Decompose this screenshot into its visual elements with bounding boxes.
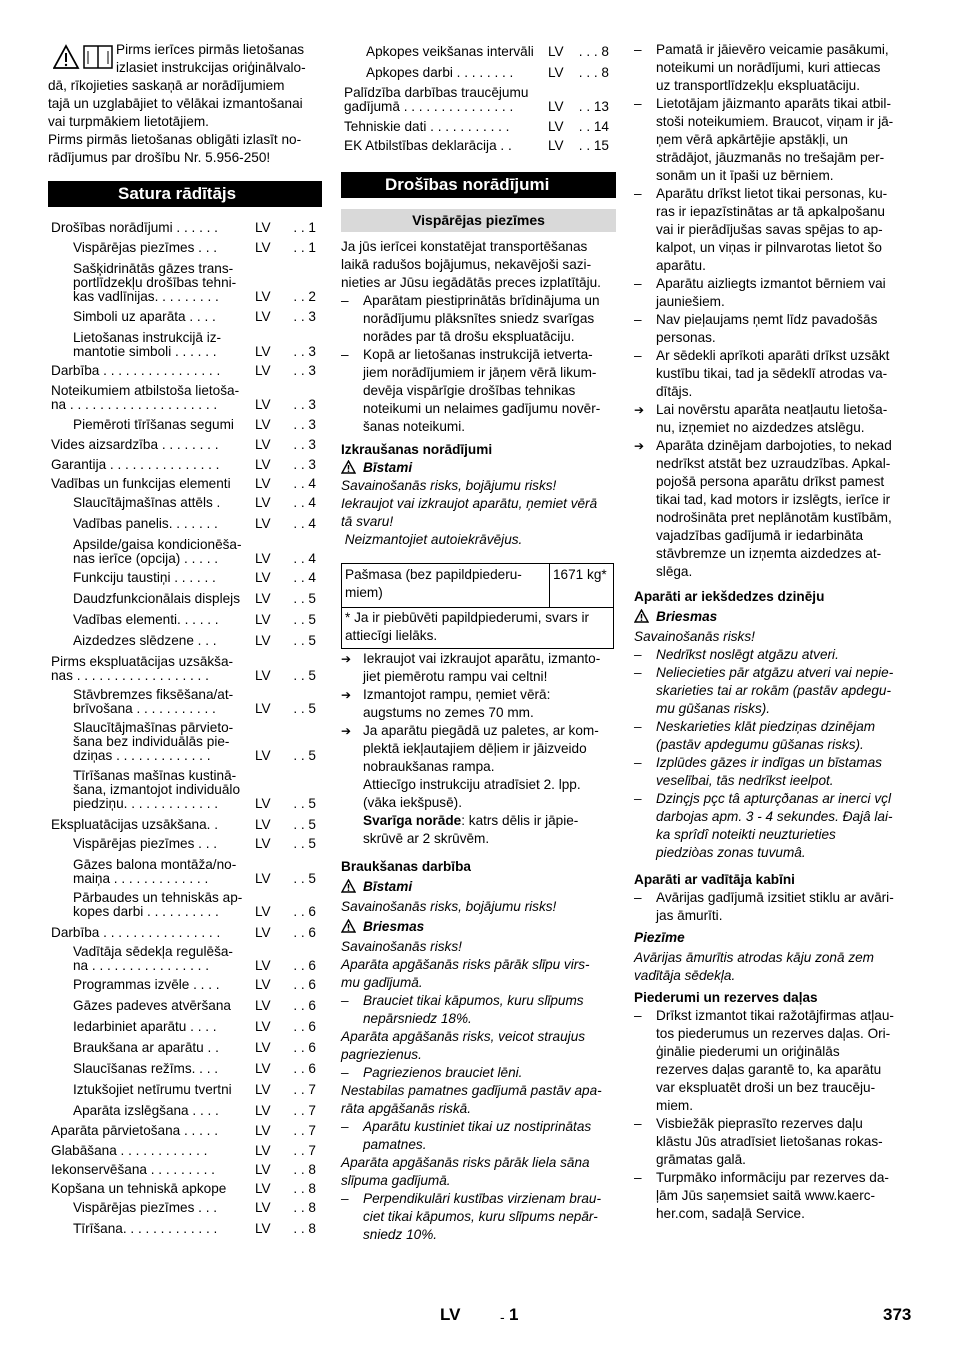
toc-entry[interactable] <box>48 688 322 722</box>
toc-entry-lang: LV <box>255 796 271 811</box>
toc-entry-page: . . 3 <box>293 417 316 432</box>
risk-text: Aparāta apgāšanās risks pārāk liela sāna slīpuma gadījumā. <box>341 1155 590 1188</box>
footer-total-page: 373 <box>883 1305 912 1324</box>
toc-entry[interactable] <box>48 978 322 998</box>
toc-entry[interactable] <box>48 1182 322 1202</box>
list-item: – Kopā ar lietošanas instrukcijā ietverta- jiem norādījumiem ir jāņem vērā likum- devēja vispārīgie drošības tehnikas noteikumi un nelaimes gadījumu novēr- šanas noteikumi. <box>341 346 616 436</box>
toc-entry-lang: LV <box>255 998 271 1013</box>
footer-page-number: 1 <box>509 1305 519 1324</box>
toc-entry-title: Lietošanas instrukcijā iz- mantotie simboli . . . . . . <box>73 331 222 359</box>
paragraph: Attiecīgo instrukciju atradīsiet 2. lpp. (vāka iekšpusē). <box>363 777 581 810</box>
toc-entry-lang: LV <box>255 397 271 412</box>
toc-entry-page: . . 5 <box>293 701 316 716</box>
toc-entry-lang: LV <box>255 904 271 919</box>
toc-entry-title: Vispārējas piezīmes . . . <box>73 241 218 255</box>
toc-entry[interactable] <box>48 1083 322 1103</box>
toc-entry[interactable] <box>341 139 615 159</box>
toc-entry-title: Vadības elementi. . . . . . <box>73 613 219 627</box>
warning-icon <box>341 460 356 474</box>
driving-section <box>341 858 616 1244</box>
toc-entry-title: Gāzes balona montāža/no- maiņa . . . . . . . . . . . . . <box>73 858 237 886</box>
toc-entry-title: Aizdedzes slēdzene . . . <box>73 634 217 648</box>
toc-entry[interactable] <box>48 331 322 365</box>
toc-entry[interactable] <box>341 86 615 120</box>
toc-entry-title: Noteikumiem atbilstoša lietoša- na . . . . . . . . . . . . . . . . . . . . <box>51 384 240 412</box>
toc-entry-title: Glabāšana . . . . . . . . . . . . <box>51 1144 208 1158</box>
paragraph: Ja jūs ierīcei konstatējat transportēšanas laikā radušos bojājumus, nekavējoši sazi- nieties ar Jūsu iegādātās preces izplatītāju. <box>341 239 601 290</box>
toc-entry-title: Programmas izvēle . . . . <box>73 978 220 992</box>
toc-entry-title: Iztukšojiet netīrumu tvertni <box>73 1083 232 1097</box>
toc-entry-page: . . 6 <box>293 904 316 919</box>
toc-entry-lang: LV <box>255 591 271 606</box>
toc-entry-page: . . 3 <box>293 363 316 378</box>
warning-label: Bīstami <box>341 878 616 896</box>
toc-entry-lang: LV <box>255 220 271 235</box>
toc-entry-page: . . 5 <box>293 836 316 851</box>
risk-text: Iekraujot vai izkraujot aparātu, ņemiet vērā tā svaru! <box>341 496 598 529</box>
toc-entry-title: Pārbaudes un tehniskās ap- kopes darbi . . . . . . . . . . <box>73 891 243 919</box>
list-item: – Avārijas gadījumā izsitiet stiklu ar avāri- jas āmurīti. <box>634 889 906 925</box>
toc-entry[interactable] <box>48 1104 322 1124</box>
section-title: Drošības norādījumi <box>341 172 616 198</box>
list-item: ➔ Aparāta dzinējam darbojoties, to nekad nedrīkst atstāt bez uzraudzības. Apkal- pojošā persona aparātu drīkst pamest tikai tad, kad motors ir izslēgts, ierīce ir nodrošināta pret neplānotām kustībām, vajadzības gadījumā ir iedarbināta stāvbremze un izņemta aizdedzes at- slēga. <box>634 437 906 581</box>
toc-entry[interactable] <box>48 1144 322 1164</box>
engine-section <box>634 588 906 862</box>
toc-entry[interactable] <box>48 384 322 418</box>
toc-entry-page: . . 4 <box>293 551 316 566</box>
unloading-section <box>341 441 616 549</box>
list-item: – Nav pieļaujams ņemt līdz pavadošās personas. <box>634 311 906 347</box>
toc-entry[interactable] <box>48 858 322 892</box>
toc-entry[interactable] <box>48 1222 322 1242</box>
heading: Izkraušanas norādījumi <box>341 442 493 457</box>
toc-entry-lang: LV <box>255 1040 271 1055</box>
list-item: – Dzinçjs pçc tâ apturçðanas ar inerci vçl darbojas apm. 3 - 4 sekundes. Ðajâ lai- ka sprîdî noteikti neuzturieties piedziòas zonas tuvumâ. <box>634 790 906 862</box>
toc-entry-page: . . 6 <box>293 998 316 1013</box>
toc-entry-page: . . 5 <box>293 748 316 763</box>
toc-entry[interactable] <box>48 262 322 310</box>
toc-entry-lang: LV <box>255 1061 271 1076</box>
list-item: – Ar sēdekli aprīkoti aparāti drīkst uzsākt kustību tikai, tad ja sēdeklī atrodas va- dītājs. <box>634 347 906 401</box>
list-item: – Visbiežāk pieprasīto rezerves daļu klāstu Jūs atradīsiet lietošanas rokas- grāmatas galā. <box>634 1115 906 1169</box>
toc-entry-lang: LV <box>255 871 271 886</box>
toc-entry-page: . . 3 <box>293 457 316 472</box>
toc-entry[interactable] <box>48 818 322 838</box>
list-item: – Lietotājam jāizmanto aparāts tikai atbil- stoši noteikumiem. Braucot, viņam ir jā- ņem vērā apkārtējie apstākļi, un strādājot, jāuzmanās no trešajām per- sonām un it īpaši uz bērniem. <box>634 95 906 185</box>
toc-entry-page: . . 6 <box>293 958 316 973</box>
risk-text: Savainošanās risks! <box>341 939 462 954</box>
toc-entry-title: Garantija . . . . . . . . . . . . . . . <box>51 458 220 472</box>
weight-table <box>341 563 614 649</box>
toc-entry-page: . . 6 <box>293 925 316 940</box>
note-text: Avārijas āmurītis atrodas kāju zonā zem vadītāja sēdekļa. <box>634 950 875 983</box>
toc-entry-page: . . 4 <box>293 570 316 585</box>
toc-entry-title: Gāzes padeves atvēršana <box>73 999 231 1013</box>
important-note: Svarīga norāde: katrs dēlis ir jāpie- skrūvē ar 2 skrūvēm. <box>363 813 579 846</box>
toc-entry-page: . . 5 <box>293 796 316 811</box>
toc-entry[interactable] <box>48 634 322 654</box>
toc-entry-page: . . 7 <box>293 1082 316 1097</box>
toc-entry-page: . . 1 <box>293 240 316 255</box>
heading: Aparāti ar vadītāja kabīni <box>634 872 795 887</box>
toc-entry-page: . . 2 <box>293 289 316 304</box>
toc-entry[interactable] <box>48 655 322 689</box>
toc-entry-title: Slaucīšanas režīms. . . . <box>73 1062 219 1076</box>
toc-entry-page: . . . 8 <box>578 65 609 80</box>
toc-entry-lang: LV <box>255 344 271 359</box>
toc-entry-title: Simboli uz aparāta . . . . <box>73 310 216 324</box>
heading: Piederumi un rezerves daļas <box>634 990 818 1005</box>
toc-entry-lang: LV <box>255 612 271 627</box>
table-cell-label: Pašmasa (bez papildpiederu- miem) <box>345 567 522 600</box>
list-item: – Nedrīkst noslēgt atgāzu atveri. <box>634 646 906 664</box>
toc-entry-lang: LV <box>255 668 271 683</box>
toc-entry-page: . . 15 <box>578 138 609 153</box>
toc-entry-lang: LV <box>548 119 564 134</box>
cab-section <box>634 871 906 985</box>
toc-entry-page: . . 5 <box>293 612 316 627</box>
toc-entry[interactable] <box>341 66 615 86</box>
list-item: ➔ Iekraujot vai izkraujot aparātu, izmanto- jiet piemērotu rampu vai celtni! <box>341 650 616 686</box>
toc-entry-page: . . 14 <box>578 119 609 134</box>
toc-entry-lang: LV <box>255 701 271 716</box>
toc-entry-page: . . 4 <box>293 476 316 491</box>
toc-entry[interactable] <box>48 364 322 384</box>
risk-text: Savainošanās risks, bojājumu risks! <box>341 899 557 914</box>
toc-entry[interactable] <box>48 1201 322 1221</box>
toc-entry[interactable] <box>48 592 322 612</box>
toc-entry[interactable] <box>48 1163 322 1183</box>
toc-entry-title: Darbība . . . . . . . . . . . . . . . . <box>51 926 221 940</box>
list-item: – Neliecieties pār atgāzu atveri vai nepie- skarieties tai ar rokām (pastāv apdegu- mu gūšanas risks). <box>634 664 906 718</box>
toc-entry-page: . . 5 <box>293 633 316 648</box>
toc-entry-lang: LV <box>255 977 271 992</box>
list-item: – Brauciet tikai kāpumos, kuru slīpums nepārsniedz 18%. <box>341 992 616 1028</box>
toc-entry-title: Vadības un funkcijas elementi <box>51 477 231 491</box>
intro-line: rādījumus par drošību Nr. 5.956-250! <box>48 150 271 165</box>
toc-entry-page: . . 5 <box>293 591 316 606</box>
toc-entry-lang: LV <box>255 476 271 491</box>
toc-entry-title: Vides aizsardzība . . . . . . . . <box>51 438 219 452</box>
toc-entry-lang: LV <box>255 1200 271 1215</box>
toc-entry[interactable] <box>48 721 322 769</box>
toc-entry-title: Aparāta izslēgšana . . . . <box>73 1104 219 1118</box>
toc-entry[interactable] <box>48 1124 322 1144</box>
risk-text: Nestabilas pamatnes gadījumā pastāv apa- rāta apgāšanās riskā. <box>341 1083 602 1116</box>
list-item: – Pagriezienos brauciet lēni. <box>341 1064 616 1082</box>
table-cell-value: 1671 kg* <box>553 567 607 582</box>
subsection-title: Vispārējas piezīmes <box>341 209 616 232</box>
general-notes <box>341 238 616 436</box>
toc-entry[interactable] <box>48 769 322 817</box>
toc-entry-page: . . 13 <box>578 99 609 114</box>
risk-text: Aparāta apgāšanās risks pārāk slīpu virs- mu gadījumā. <box>341 957 590 990</box>
list-item: – Pamatā ir jāievēro veicamie pasākumi, noteikumi un norādījumi, kuri attiecas uz transportlīdzekļu ekspluatāciju. <box>634 41 906 95</box>
list-item: ➔ Izmantojot rampu, ņemiet vērā: augstums no zemes 70 mm. <box>341 686 616 722</box>
toc-entry-lang: LV <box>255 1123 271 1138</box>
toc-entry[interactable] <box>48 945 322 979</box>
toc-entry-title: Tīrīšanas mašīnas kustinā- šana, izmantojot individuālo piedziņu. . . . . . . . . . . . . <box>73 769 241 811</box>
toc-entry-page: . . . 8 <box>578 44 609 59</box>
toc-entry-title: Slaucītājmašīnas pārvieto- šana bez individuālās pie- dziņas . . . . . . . . . . . . . <box>73 721 234 763</box>
toc-entry-page: . . 3 <box>293 397 316 412</box>
toc-entry-title: Pirms ekspluatācijas uzsākša- nas . . . . . . . . . . . . . . . . . . <box>51 655 234 683</box>
toc-entry-lang: LV <box>255 551 271 566</box>
toc-entry-page: . . 8 <box>293 1221 316 1236</box>
toc-entry-page: . . 6 <box>293 1040 316 1055</box>
toc-entry-title: Aparāta pārvietošana . . . . . <box>51 1124 218 1138</box>
toc-entry-lang: LV <box>548 44 564 59</box>
risk-text: Savainošanās risks, bojājumu risks! <box>341 478 557 493</box>
toc-entry-page: . . 4 <box>293 516 316 531</box>
toc-entry-title: Vispārējas piezīmes . . . <box>73 837 218 851</box>
toc-entry-lang: LV <box>255 1082 271 1097</box>
toc-entry-lang: LV <box>255 417 271 432</box>
toc-entry-lang: LV <box>255 633 271 648</box>
intro-line: vai turpmākiem lietotājiem. <box>48 114 209 129</box>
toc-entry[interactable] <box>48 458 322 478</box>
toc-entry-page: . . 6 <box>293 1019 316 1034</box>
toc-entry-lang: LV <box>548 99 564 114</box>
toc-entry-page: . . 5 <box>293 668 316 683</box>
warning-book-icon <box>53 44 115 70</box>
intro-line: tajā un uzglabājiet to vēlākai izmantošanai <box>48 96 303 111</box>
toc-entry-title: Ekspluatācijas uzsākšana. . <box>51 818 218 832</box>
table-note: * Ja ir piebūvēti papildpiederumi, svars ir attiecīgi lielāks. <box>345 610 590 643</box>
toc-entry[interactable] <box>48 241 322 261</box>
toc-entry-lang: LV <box>548 138 564 153</box>
warning-label: Bīstami <box>341 459 616 477</box>
toc-entry-title: Vadības panelis. . . . . . . <box>73 517 218 531</box>
toc-entry[interactable] <box>48 891 322 925</box>
toc-entry-page: . . 8 <box>293 1200 316 1215</box>
toc-entry[interactable] <box>48 926 322 946</box>
toc-entry-lang: LV <box>255 1162 271 1177</box>
toc-entry-lang: LV <box>255 457 271 472</box>
list-item: – Aparātu aizliegts izmantot bērniem vai jauniešiem. <box>634 275 906 311</box>
heading: Piezīme <box>634 930 685 945</box>
risk-text: Savainošanās risks! <box>634 629 755 644</box>
warning-label: Briesmas <box>634 608 906 626</box>
list-item: – Aparātu drīkst lietot tikai personas, ku- ras ir iepazīstinātas ar tā apkalpošanu vai ir pierādījušas savas spējas to ap- kalpot, un viņas ir pilnvarotas lietot šo aparātu. <box>634 185 906 275</box>
list-item: – Perpendikulāri kustības virzienam brau- ciet tikai kāpumos, kuru slīpums nepār- sniedz 10%. <box>341 1190 616 1244</box>
toc-entry[interactable] <box>48 999 322 1019</box>
heading: Braukšanas darbība <box>341 859 471 874</box>
toc-entry-title: Vadītāja sēdekļa regulēša- na . . . . . . . . . . . . . . . . <box>73 945 233 973</box>
toc-entry-lang: LV <box>548 65 564 80</box>
toc-title: Satura rādītājs <box>48 181 322 207</box>
list-item: – Turpmāko informāciju par rezerves da- ļām Jūs saņemsiet saitā www.kaerc- her.com, sadaļā Service. <box>634 1169 906 1223</box>
risk-text: Neizmantojiet autoiekrāvējus. <box>341 532 523 547</box>
toc-entry[interactable] <box>341 120 615 140</box>
warning-label: Briesmas <box>341 918 616 936</box>
toc-entry[interactable] <box>48 477 322 497</box>
toc-entry-title: Funkciju taustiņi . . . . . . <box>73 571 216 585</box>
unloading-instructions <box>341 650 616 848</box>
toc-entry-lang: LV <box>255 437 271 452</box>
warning-icon <box>341 919 356 933</box>
toc-entry-page: . . 6 <box>293 1061 316 1076</box>
toc-entry-title: Apkopes veikšanas intervāli <box>366 45 534 59</box>
risk-text: Aparāta apgāšanās risks, veicot straujus pagriezienus. <box>341 1029 586 1062</box>
toc-entry-page: . . 3 <box>293 344 316 359</box>
toc-entry[interactable] <box>48 571 322 591</box>
toc-entry-page: . . 4 <box>293 495 316 510</box>
toc-entry-page: . . 8 <box>293 1162 316 1177</box>
toc-entry-lang: LV <box>255 748 271 763</box>
toc-entry-title: Darbība . . . . . . . . . . . . . . . . <box>51 364 221 378</box>
toc-entry-page: . . 1 <box>293 220 316 235</box>
intro-line: dā, rīkojieties saskaņā ar norādījumiem <box>48 78 285 93</box>
toc-entry-page: . . 7 <box>293 1123 316 1138</box>
toc-entry[interactable] <box>48 1062 322 1082</box>
toc-entry-title: Tīrīšana. . . . . . . . . . . . . <box>73 1222 218 1236</box>
list-item: – Drīkst izmantot tikai ražotājfirmas atļau- tos piederumus un rezerves daļas. Ori- ģinālie piederumi un oriģinālās rezerves daļas garantē to, ka aparātu var ekspluatēt droši un bez traucēju- miem. <box>634 1007 906 1115</box>
toc-entry-title: Sašķidrinātās gāzes trans- portlīdzekļu drošības tehni- kas vadlīnijas. . . . . . . . . <box>73 262 237 304</box>
intro-line: izlasiet instrukcijas oriģinālvalo- <box>116 60 306 75</box>
toc-entry-lang: LV <box>255 925 271 940</box>
toc-entry-page: . . 3 <box>293 309 316 324</box>
toc-entry-title: Daudzfunkcionālais displejs <box>73 592 240 606</box>
toc-entry[interactable] <box>48 221 322 241</box>
toc-entry-lang: LV <box>255 1103 271 1118</box>
heading: Aparāti ar iekšdedzes dzinēju <box>634 589 825 604</box>
toc-entry-lang: LV <box>255 516 271 531</box>
toc-entry-lang: LV <box>255 1143 271 1158</box>
toc-entry[interactable] <box>48 613 322 633</box>
toc-entry-lang: LV <box>255 495 271 510</box>
toc-entry[interactable] <box>48 1020 322 1040</box>
toc-entry-title: Apsilde/gaisa kondicionēša- nas ierīce (opcija) . . . . . <box>73 538 242 566</box>
warning-icon <box>341 879 356 893</box>
toc-entry-lang: LV <box>255 958 271 973</box>
list-item: ➔ Ja aparātu piegādā uz paletes, ar kom- plektā iekļautajiem dēļiem ir jāizveido nobraukšanas rampa. <box>341 722 616 776</box>
toc-entry-title: Piemēroti tīrīšanas segumi <box>73 418 234 432</box>
toc-entry-title: Iedarbiniet aparātu . . . . <box>73 1020 217 1034</box>
toc-entry-page: . . 3 <box>293 437 316 452</box>
toc-entry-title: Vispārējas piezīmes . . . <box>73 1201 218 1215</box>
toc-entry-title: Kopšana un tehniskā apkope <box>51 1182 227 1196</box>
toc-entry[interactable] <box>341 45 615 65</box>
list-item: – Aparātam piestiprinātās brīdinājuma un norādījumu plāksnītes sniedz svarīgas norādes par tā drošu ekspluatāciju. <box>341 292 616 346</box>
list-item: ➔ Lai novērstu aparāta neatļautu lietoša- nu, izņemiet no aizdedzes atslēgu. <box>634 401 906 437</box>
toc-entry-title: Stāvbremzes fiksēšana/at- brīvošana . . . . . . . . . . . <box>73 688 234 716</box>
toc-entry-title: Slaucītājmašīnas attēls . <box>73 496 221 510</box>
toc-entry[interactable] <box>48 496 322 516</box>
toc-entry-page: . . 8 <box>293 1181 316 1196</box>
toc-entry-page: . . 7 <box>293 1143 316 1158</box>
intro-line: Pirms pirmās lietošanas obligāti izlasīt no- <box>48 132 302 147</box>
toc-entry-lang: LV <box>255 289 271 304</box>
footer-page-separator: - <box>500 1309 505 1325</box>
toc-entry-page: . . 7 <box>293 1103 316 1118</box>
toc-entry[interactable] <box>48 837 322 857</box>
toc-entry[interactable] <box>48 418 322 438</box>
accessories-section <box>634 989 906 1223</box>
list-item: – Neskarieties klāt piedziņas dzinējam (pastāv apdegumu gūšanas risks). <box>634 718 906 754</box>
toc-entry[interactable] <box>48 517 322 537</box>
toc-entry[interactable] <box>48 538 322 572</box>
toc-entry[interactable] <box>48 438 322 458</box>
toc-entry-lang: LV <box>255 240 271 255</box>
intro-line: Pirms ierīces pirmās lietošanas <box>116 42 305 57</box>
toc-entry-lang: LV <box>255 309 271 324</box>
toc-entry-lang: LV <box>255 570 271 585</box>
warning-icon <box>634 609 649 623</box>
toc-entry-lang: LV <box>255 1019 271 1034</box>
toc-entry-title: Tehniskie dati . . . . . . . . . . . <box>344 120 510 134</box>
safety-rules <box>634 41 906 581</box>
toc-entry[interactable] <box>48 1041 322 1061</box>
toc-entry-title: EK Atbilstības deklarācija . . <box>344 139 512 153</box>
toc-entry[interactable] <box>48 310 322 330</box>
toc-entry-title: Drošības norādījumi . . . . . . <box>51 221 218 235</box>
list-item: – Aparātu kustiniet tikai uz nostiprinātas pamatnes. <box>341 1118 616 1154</box>
toc-entry-page: . . 5 <box>293 871 316 886</box>
toc-entry-lang: LV <box>255 1181 271 1196</box>
toc-entry-lang: LV <box>255 1221 271 1236</box>
footer-language: LV <box>440 1305 461 1324</box>
list-item: – Izplūdes gāzes ir indīgas un bīstamas veselībai, tās nedrīkst ieelpot. <box>634 754 906 790</box>
toc-entry-title: Braukšana ar aparātu . . <box>73 1041 219 1055</box>
toc-entry-title: Iekonservēšana . . . . . . . . . <box>51 1163 215 1177</box>
toc-entry-page: . . 5 <box>293 817 316 832</box>
toc-entry-title: Palīdzība darbības traucējumu gadījumā . . . . . . . . . . . . . . . <box>344 86 529 114</box>
toc-entry-page: . . 6 <box>293 977 316 992</box>
toc-entry-lang: LV <box>255 817 271 832</box>
toc-entry-title: Apkopes darbi . . . . . . . . <box>366 66 514 80</box>
toc-entry-lang: LV <box>255 836 271 851</box>
toc-entry-lang: LV <box>255 363 271 378</box>
